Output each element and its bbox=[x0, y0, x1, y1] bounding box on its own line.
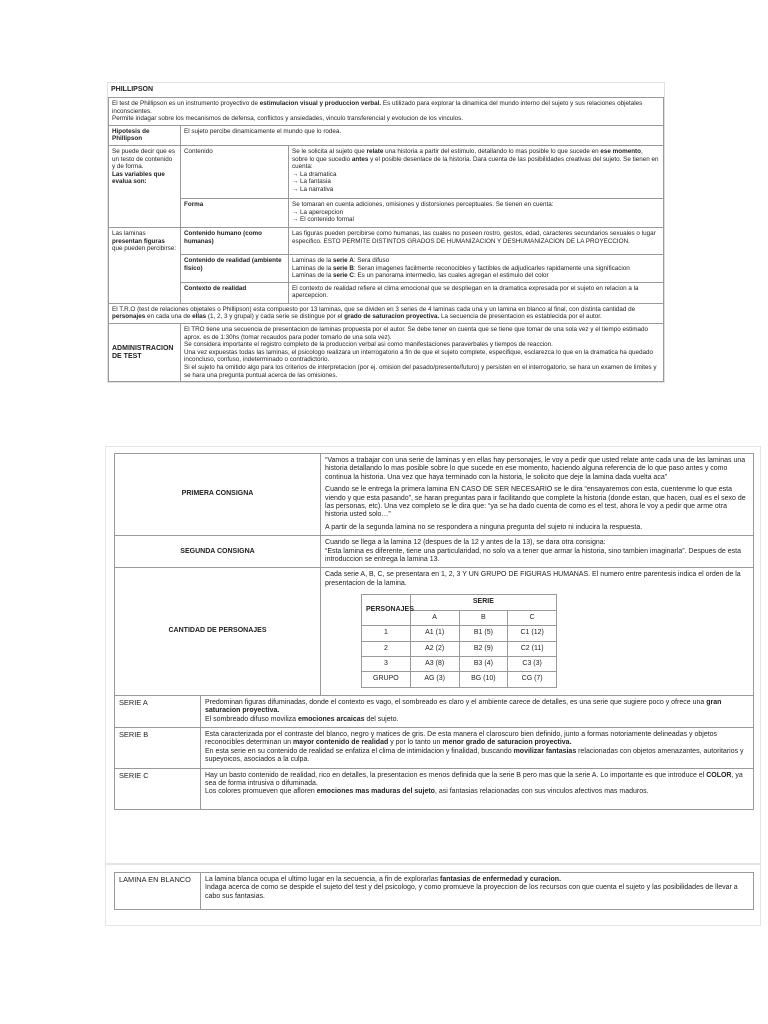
text-span: relacionadas con objetos amenazantes, autoritarios y supeyoicos, asociados a la culpa. bbox=[205, 747, 744, 764]
text-span: Indaga acerca de como se despide el sujeto del test y del psicologo, y como promueve la proyeccion de los recursos con que cuenta el sujeto y las posibilidades de llevar a cabo sus fantasias. bbox=[205, 884, 738, 900]
segunda-consigna-text: Cuando se llega a la lamina 12 (despues de la 12 y antes de la 13), se dara otra consigna: “Esta lamina es diferente, tiene una particularidad, no solo va a tener que armar la historia, sino tambien imaginarla”. Despues de esta introduccion se entrega la lamina 13. bbox=[321, 536, 754, 568]
inner-col-a: A bbox=[410, 610, 459, 625]
bold-text: serie B bbox=[332, 264, 354, 272]
bold-text: ellas bbox=[192, 313, 207, 321]
cantidad-personajes-cell bbox=[321, 568, 754, 695]
text-span: Laminas de la bbox=[292, 256, 333, 264]
bold-text: mayor contenido de realidad bbox=[292, 739, 389, 747]
text-span: (1, 2, 3 y grupal) y cada serie se distingue por el bbox=[206, 313, 345, 321]
bold-text: antes bbox=[351, 155, 369, 163]
table-title: PHILLIPSON bbox=[111, 86, 154, 93]
bold-text: grado de saturacion proyectiva. bbox=[344, 313, 440, 321]
admin-label: ADMINISTRACION DE TEST bbox=[109, 323, 181, 381]
lamina-blanco-panel bbox=[105, 864, 761, 926]
variables-label-b: Las variables que evalua son: bbox=[112, 170, 165, 186]
bold-text: movilizar fantasias bbox=[513, 747, 577, 755]
humano-label: Contenido humano (como humanas) bbox=[181, 227, 289, 254]
segunda-consigna-label: SEGUNDA CONSIGNA bbox=[115, 536, 321, 568]
text-span: El test de Phillipson es un instrumento proyectivo de bbox=[112, 100, 260, 107]
primera-consigna-label: PRIMERA CONSIGNA bbox=[115, 454, 321, 536]
bold-text: COLOR bbox=[706, 771, 732, 779]
realidad-text bbox=[289, 254, 664, 282]
table-row bbox=[362, 656, 557, 671]
inner-h1: PERSONAJES bbox=[362, 595, 411, 626]
text-span: , sobre lo que sucedio bbox=[292, 147, 643, 163]
text-span: Esta caracterizada por el contraste del blanco, negro y matices de gris. De esta manera el claroscuro bien definido, junto a formas notoriamente delineadas y objetos reconocibles determinan un bbox=[205, 730, 718, 747]
table-cell: A2 (2) bbox=[410, 641, 459, 656]
text-span: , ya sea de forma intrusiva o difuminada. Los colores promueven que afloren bbox=[205, 771, 743, 796]
intro-text bbox=[109, 98, 664, 126]
text-span: una historia a partir del estimulo, detallando lo mas posible lo que sucede en bbox=[383, 147, 601, 155]
inner-h2: SERIE bbox=[410, 595, 556, 610]
cantidad-text: Cada serie A, B, C, se presentara en 1, 2, 3 Y UN GRUPO DE FIGURAS HUMANAS. El numero entre parentesis indica el orden de la presentacion de la lamina. bbox=[325, 571, 741, 587]
bold-text: ese momento bbox=[600, 147, 641, 155]
bold-text: serie C bbox=[332, 272, 354, 280]
text-span: : Es un panorama intermedio, las cuales agregan el estimulo del color bbox=[353, 272, 549, 280]
laminas-label-a: Las laminas bbox=[112, 229, 146, 237]
realidad-label: Contenido de realidad (ambiente fisico) bbox=[181, 254, 289, 282]
table-row bbox=[362, 626, 557, 641]
personajes-table bbox=[361, 594, 557, 687]
cantidad-personajes-label: CANTIDAD DE PERSONAJES bbox=[115, 568, 321, 695]
primera-p1: “Vamos a trabajar con una serie de laminas y en ellas hay personajes, le voy a pedir que usted relate ante cada una de las laminas una historia detallando lo mas posible sobre lo que sucede en ese momento, haciendo alguna referencia de lo que paso antes y como continua la historia. Una vez que haya terminado con la historia, le solicito que deje la lamina dada vuelta aca” bbox=[325, 457, 746, 481]
table-cell: C1 (12) bbox=[508, 626, 557, 641]
text-span: Permite indagar sobre los mecanismos de defensa, conflictos y ansiedades, vinculo transferencial y evolucion de los vinculos. bbox=[112, 115, 464, 123]
hipotesis-text: El sujeto percibe dinamicamente el mundo que lo rodea. bbox=[181, 125, 664, 145]
text-span: en cada una de bbox=[145, 313, 193, 321]
text-span: La secuencia de presentacion es establecida por el autor. bbox=[439, 313, 602, 321]
humano-text bbox=[289, 227, 664, 254]
variables-label-a: Se puede decir que es un testo de contenido y de forma. bbox=[112, 147, 176, 171]
text-span: : Seran imagenes facilmente reconocibles y factibles de adjudicarles rapidamente una significacion Laminas de la bbox=[292, 264, 630, 280]
table-cell: 2 bbox=[362, 641, 411, 656]
primera-consigna-text bbox=[321, 454, 754, 536]
bold-text: emociones arcaicas bbox=[298, 715, 365, 723]
lamina-blanco-label: LAMINA EN BLANCO bbox=[115, 873, 201, 910]
inner-col-c: C bbox=[508, 610, 557, 625]
text-span: y el posible desenlace de la historia. Dara cuenta de las posibilidades creativas del sujeto. Se tienen en cuenta: → La dramatica → La fantasia → La narrativa bbox=[292, 155, 659, 193]
bold-text: gran saturacion proyectiva. bbox=[205, 698, 722, 715]
contexto-label: Contexto de realidad bbox=[181, 282, 289, 303]
text-span: Se le solicita al sujeto que bbox=[292, 147, 367, 155]
inner-col-b: B bbox=[459, 610, 508, 625]
consignas-panel bbox=[105, 446, 761, 864]
laminas-label-c: que pueden percibirse: bbox=[112, 245, 177, 253]
text-span: Es utilizado para explorar la dinamica del mundo interno del sujeto y sus relaciones objetales inconscientes. bbox=[112, 100, 643, 115]
text-span: : Sera difuso Laminas de la bbox=[292, 256, 390, 272]
contenido-text bbox=[289, 145, 664, 198]
forma-label: Forma bbox=[181, 198, 289, 227]
serie-b-label: SERIE B bbox=[115, 727, 201, 768]
laminas-label bbox=[109, 227, 181, 303]
table-cell: A3 (8) bbox=[410, 656, 459, 671]
serie-b-text bbox=[201, 727, 754, 768]
table-cell: AG (3) bbox=[410, 672, 459, 687]
bold-text: personajes bbox=[112, 313, 146, 321]
bold-text: emociones mas maduras del sujeto bbox=[316, 788, 435, 796]
table-cell: A1 (1) bbox=[410, 626, 459, 641]
text-span: El sombreado difuso moviliza bbox=[205, 715, 297, 723]
tro-text bbox=[109, 303, 664, 323]
primera-p3: A partir de la segunda lamina no se respondera a ninguna pregunta del sujeto ni inducira la respuesta. bbox=[325, 523, 643, 531]
table-cell: C3 (3) bbox=[508, 656, 557, 671]
lamina-blanco-table bbox=[114, 872, 754, 910]
phillipson-table bbox=[108, 97, 664, 382]
table-cell: 1 bbox=[362, 626, 411, 641]
text-span: y por lo tanto un bbox=[388, 739, 443, 747]
bold-text: estimulacion visual y produccion verbal. bbox=[259, 100, 382, 107]
text-span: La lamina blanca ocupa el ultimo lugar en la secuencia, a fin de explorarlas bbox=[205, 876, 441, 883]
laminas-label-b: presentan figuras bbox=[112, 237, 165, 245]
contenido-label: Contenido bbox=[181, 145, 289, 198]
text-span: En esta serie en su contenido de realidad se enfatiza el clima de intimidacion y finalidad, buscando bbox=[205, 747, 512, 755]
serie-a-text bbox=[201, 695, 754, 727]
text-span: Predominan figuras difuminadas, donde el contexto es vago, el sombreado es claro y el ambiente carece de detalles, es una serie que sugiere poco y ofrece una bbox=[205, 698, 707, 706]
serie-a-label: SERIE A bbox=[115, 695, 201, 727]
primera-p2: Cuando se le entrega la primera lamina EN CASO DE SER NECESARIO se le dira “ensayaremos con esta, cuentenme lo que esta viendo y que esta pasando”, se haran preguntas para ir facilitando que complete la historia (donde estan, que hacen, cual es el sexo de las personas, etc). Una vez completo se le dira que: “ya se ha dado cuenta de como es el test, ahora le voy a pedir que arme otra historia usted solo…” bbox=[325, 486, 746, 519]
lamina-blanco-text bbox=[201, 873, 754, 910]
hipotesis-label: Hipotesis de Phillipson bbox=[109, 125, 181, 145]
text-span: del sujeto. bbox=[364, 715, 399, 723]
table-cell: BG (10) bbox=[459, 672, 508, 687]
table-row bbox=[362, 672, 557, 687]
serie-c-label: SERIE C bbox=[115, 768, 201, 809]
consignas-table bbox=[114, 453, 754, 810]
table-cell: CG (7) bbox=[508, 672, 557, 687]
bold-text: fantasias de enfermedad y curacion. bbox=[440, 876, 562, 883]
contexto-text: El contexto de realidad refiere el clima emocional que se despliegan en la dramatica expresada por el sujeto en relacion a la apercepcion. bbox=[289, 282, 664, 303]
text-span: Hay un basto contenido de realidad, rico en detalles, la presentacion es menos definida que la serie B pero mas que la serie A. Lo importante es que introduce el bbox=[205, 771, 707, 779]
bold-text: relate bbox=[366, 147, 384, 155]
table-row bbox=[362, 641, 557, 656]
bold-text: serie A bbox=[332, 256, 354, 264]
bold-text: menor grado de saturacion proyectiva. bbox=[442, 739, 572, 747]
admin-text: El TRO tiene una secuencia de presentacion de laminas propuesta por el autor. Se debe tener en cuenta que se tiene que tomar de una sola vez y el tiempo estimado aprox. es de 1:30hs (tomar recaudos para poder tomarlo de una sola vez). Se considera importante el registro completo de la produccion verbal asi como manifestaciones paraverbales y tiempos de reaccion. Una vez expuestas todas las laminas, el psicologo realizara un interrogatorio a fin de que el sujeto complete, especifique, esclarezca lo que en la dramatica ha quedado inconcluso, confuso, indeterminado o contradictorio. Si el sujeto ha omitido algo para los criterios de interpretacion (por ej. omision del pasado/presente/futuro) y persisten en el interrogatorio, se hara un examen de limites y se hara una pregunta puntual acerca de las omisiones. bbox=[181, 323, 664, 381]
text-span: , asi fantasias relacionadas con sus vinculos afectivos mas maduros. bbox=[434, 788, 649, 796]
table-cell: B2 (9) bbox=[459, 641, 508, 656]
table-cell: GRUPO bbox=[362, 672, 411, 687]
phillipson-table-panel bbox=[107, 82, 665, 383]
text-span: Las figuras pueden percibirse como humanas, las cuales no poseen rostro, gestos, edad, caracteres secundarios sexuales o lugar especifico. ESTO PERMITE DISTINTOS GRADOS DE HUMANIZACION Y DESHUMANIZACION DE LA PROYECCION. bbox=[292, 229, 656, 245]
table-cell: C2 (11) bbox=[508, 641, 557, 656]
table-cell: 3 bbox=[362, 656, 411, 671]
table-cell: B1 (5) bbox=[459, 626, 508, 641]
serie-c-text bbox=[201, 768, 754, 809]
text-span: El T.R.O (test de relaciones objetales o Phillipson) esta compuesto por 13 laminas, que se dividen en 3 series de 4 laminas cada una y un lamina en blanco al final, con distinta cantidad de bbox=[112, 305, 636, 313]
table-cell: B3 (4) bbox=[459, 656, 508, 671]
variables-label bbox=[109, 145, 181, 227]
forma-text: Se tomaran en cuenta adiciones, omisiones y distorsiones perceptuales. Se tienen en cuenta: → La apercepcion → El contenido formal bbox=[289, 198, 664, 227]
